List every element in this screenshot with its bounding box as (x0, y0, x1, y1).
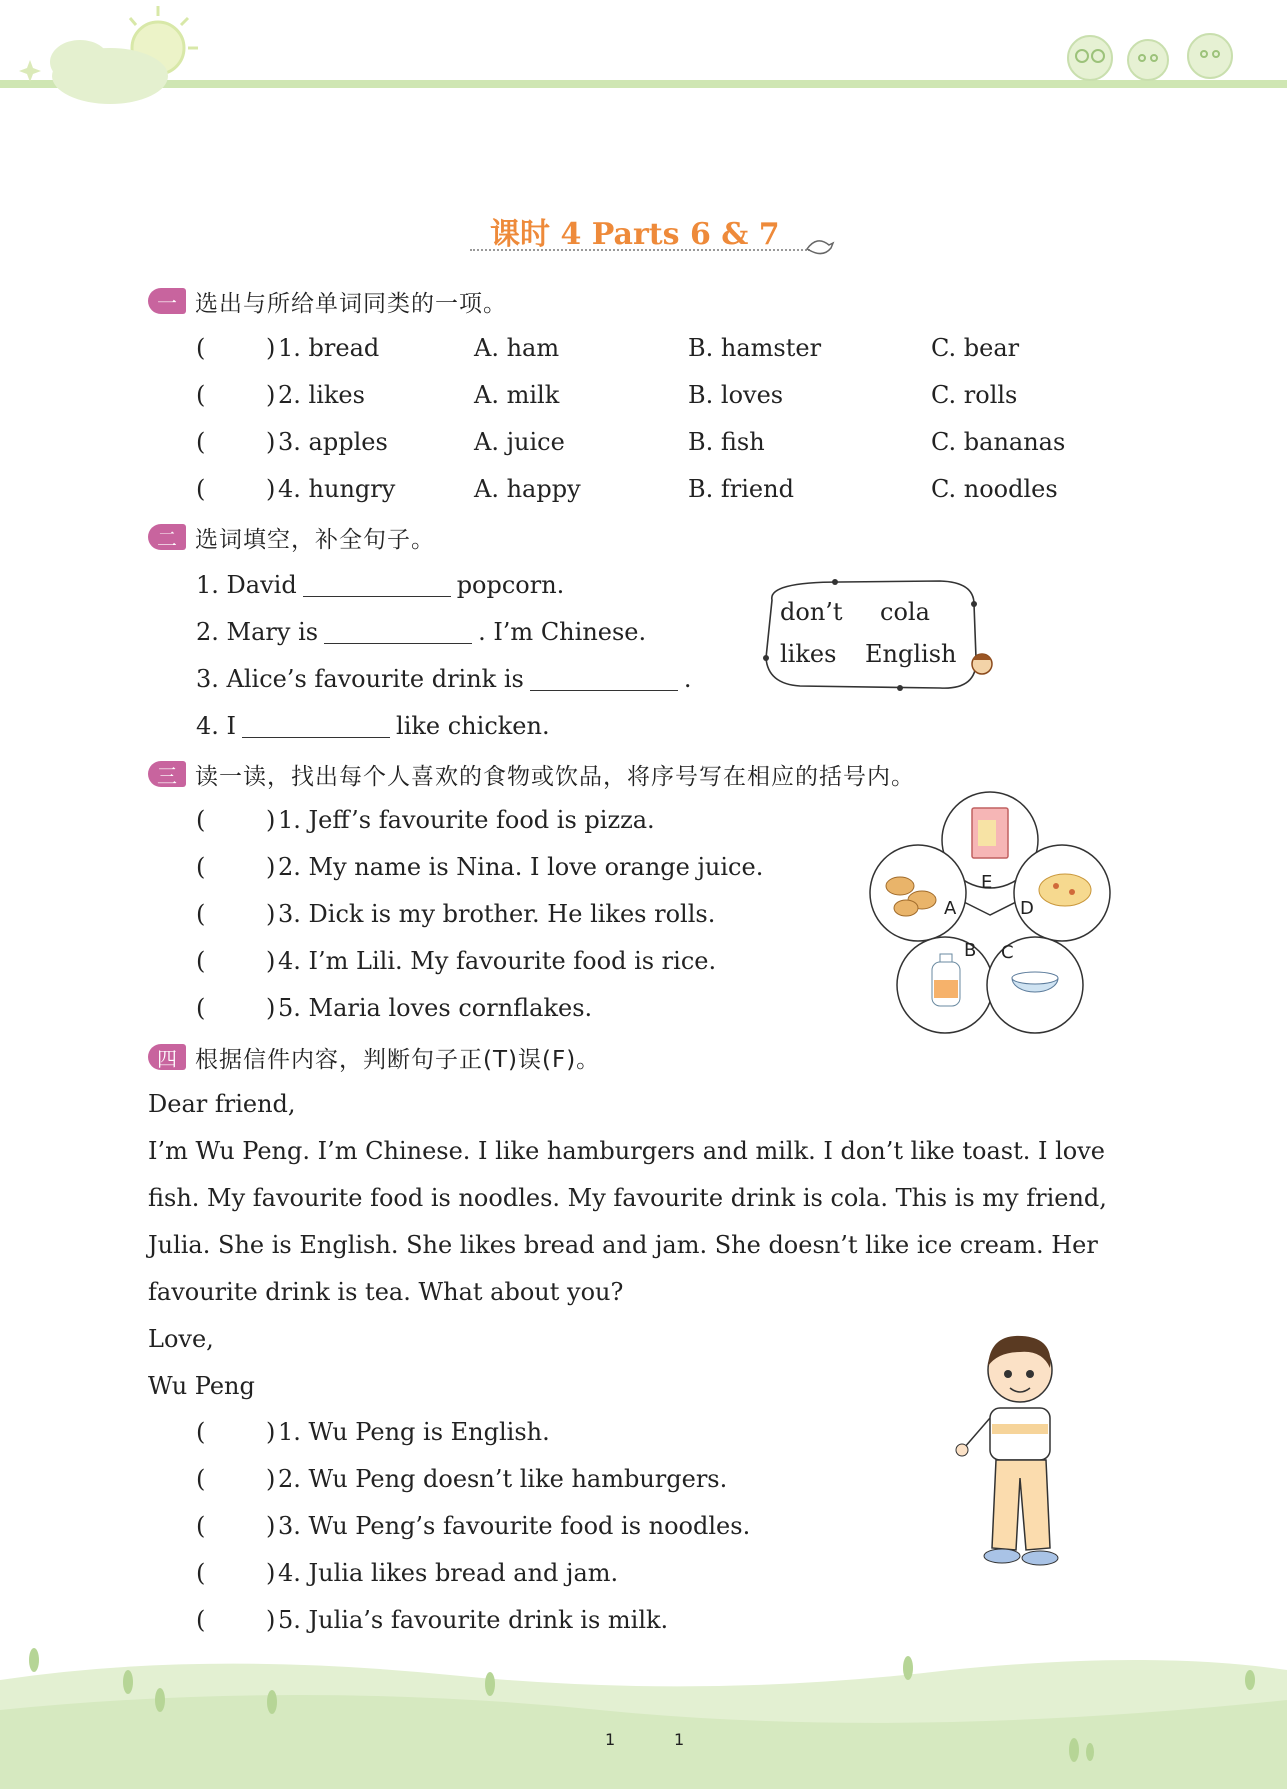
statement: 3. Dick is my brother. He likes rolls. (278, 900, 716, 928)
list-item (196, 1503, 816, 1550)
section-4-header (148, 1039, 600, 1075)
sun-cloud-decoration (0, 0, 220, 115)
answer-paren-close: ) (266, 1465, 276, 1493)
answer-paren-open[interactable]: ( (196, 381, 206, 409)
letter-body-line: I’m Wu Peng. I’m Chinese. I like hamburgers and milk. I don’t like toast. I love (148, 1137, 1105, 1165)
answer-paren-open[interactable]: ( (196, 853, 206, 881)
answer-paren-open[interactable]: ( (196, 1606, 206, 1634)
petal-label-b: B (964, 940, 977, 961)
option-c: C. noodles (931, 475, 1058, 503)
letter-greeting: Dear friend, (148, 1090, 296, 1118)
sentence-start: 3. Alice’s favourite drink is (196, 665, 524, 693)
answer-paren-close: ) (266, 994, 276, 1022)
petal-label-d: D (1020, 898, 1034, 919)
answer-paren-open[interactable]: ( (196, 475, 206, 503)
food-flower-diagram (860, 790, 1122, 1040)
section-heading: 根据信件内容，判断句子正(T)误(F)。 (195, 1046, 601, 1073)
bird-icon (805, 235, 835, 259)
answer-paren-close: ) (266, 334, 276, 362)
answer-blank[interactable] (530, 662, 678, 691)
statement: 1. Wu Peng is English. (278, 1418, 550, 1446)
section-1-header (148, 283, 507, 319)
section-badge: 三 (148, 761, 186, 787)
section-badge: 一 (148, 288, 186, 314)
flower-petals (860, 790, 1122, 1040)
option-b: B. fish (688, 428, 765, 456)
statement: 2. Wu Peng doesn’t like hamburgers. (278, 1465, 728, 1493)
animal-friends-decoration (1060, 20, 1260, 85)
section-heading: 读一读，找出每个人喜欢的食物或饮品，将序号写在相应的括号内。 (195, 763, 915, 790)
answer-paren-open[interactable]: ( (196, 428, 206, 456)
petal-label-e: E (981, 872, 993, 893)
section-2-items (196, 562, 756, 750)
answer-paren-close: ) (266, 806, 276, 834)
letter-body-line: Julia. She is English. She likes bread and jam. She doesn’t like ice cream. Her (148, 1231, 1098, 1259)
section-3-header (148, 756, 915, 792)
answer-paren-close: ) (266, 381, 276, 409)
statement: 5. Julia’s favourite drink is milk. (278, 1606, 669, 1634)
answer-paren-open[interactable]: ( (196, 1465, 206, 1493)
list-item (196, 797, 816, 844)
section-badge: 四 (148, 1044, 186, 1070)
answer-paren-open[interactable]: ( (196, 1559, 206, 1587)
answer-paren-open[interactable]: ( (196, 1512, 206, 1540)
option-b: B. friend (688, 475, 794, 503)
question-word: 2. likes (278, 381, 365, 409)
letter-signature: Wu Peng (148, 1372, 255, 1400)
boy-illustration (950, 1328, 1070, 1588)
option-a: A. milk (474, 381, 560, 409)
list-item (196, 325, 1096, 372)
sentence-end: . I’m Chinese. (478, 618, 647, 646)
answer-paren-close: ) (266, 1512, 276, 1540)
section-3-items (196, 797, 816, 1032)
list-item (196, 1409, 816, 1456)
answer-paren-open[interactable]: ( (196, 900, 206, 928)
statement: 5. Maria loves cornflakes. (278, 994, 593, 1022)
petal-label-c: C (1001, 942, 1014, 963)
question-word: 1. bread (278, 334, 380, 362)
section-1-items (196, 325, 1096, 513)
option-c: C. bear (931, 334, 1020, 362)
page-number: 1 (674, 1730, 685, 1749)
list-item (196, 466, 1096, 513)
list-item (196, 985, 816, 1032)
option-a: A. happy (474, 475, 581, 503)
word-bank (760, 578, 982, 690)
list-item (196, 938, 816, 985)
letter-body-line: fish. My favourite food is noodles. My favourite drink is cola. This is my friend, (148, 1184, 1107, 1212)
answer-paren-open[interactable]: ( (196, 947, 206, 975)
list-item (196, 1456, 816, 1503)
answer-blank[interactable] (303, 568, 451, 597)
list-item (196, 844, 816, 891)
answer-paren-close: ) (266, 475, 276, 503)
list-item (196, 419, 1096, 466)
answer-paren-close: ) (266, 1606, 276, 1634)
option-c: C. rolls (931, 381, 1018, 409)
answer-paren-close: ) (266, 900, 276, 928)
section-badge: 二 (148, 524, 186, 550)
option-c: C. bananas (931, 428, 1066, 456)
answer-paren-close: ) (266, 1418, 276, 1446)
section-heading: 选出与所给单词同类的一项。 (195, 290, 507, 317)
sentence-end: like chicken. (396, 712, 550, 740)
list-item (196, 891, 816, 938)
answer-paren-open[interactable]: ( (196, 806, 206, 834)
fill-sentence (196, 703, 756, 750)
sentence-start: 4. I (196, 712, 237, 740)
sentence-start: 1. David (196, 571, 297, 599)
page-number: 1 (605, 1730, 616, 1749)
word-option[interactable]: likes (780, 640, 837, 668)
sentence-start: 2. Mary is (196, 618, 319, 646)
list-item (196, 1597, 816, 1644)
answer-paren-close: ) (266, 428, 276, 456)
answer-paren-close: ) (266, 1559, 276, 1587)
lesson-title-block (470, 205, 830, 255)
statement: 1. Jeff’s favourite food is pizza. (278, 806, 655, 834)
section-4-items (196, 1409, 816, 1644)
option-a: A. juice (474, 428, 565, 456)
lesson-title: 课时 4 Parts 6 & 7 (490, 217, 780, 252)
letter-closing: Love, (148, 1325, 214, 1353)
option-b: B. loves (688, 381, 784, 409)
question-word: 4. hungry (278, 475, 396, 503)
statement: 4. Julia likes bread and jam. (278, 1559, 619, 1587)
fill-sentence (196, 562, 756, 609)
statement: 3. Wu Peng’s favourite food is noodles. (278, 1512, 751, 1540)
title-dotted-underline (470, 249, 810, 251)
fill-sentence (196, 656, 756, 703)
sentence-end: popcorn. (456, 571, 565, 599)
question-word: 3. apples (278, 428, 388, 456)
section-2-header (148, 519, 435, 555)
option-a: A. ham (474, 334, 560, 362)
answer-paren-open[interactable]: ( (196, 334, 206, 362)
option-b: B. hamster (688, 334, 822, 362)
answer-paren-open[interactable]: ( (196, 1418, 206, 1446)
petal-label-a: A (944, 898, 957, 919)
pizza-icon (1039, 874, 1091, 906)
section-heading: 选词填空，补全句子。 (195, 526, 435, 553)
word-option[interactable]: don’t (780, 598, 843, 626)
word-option[interactable]: English (865, 640, 957, 668)
statement: 2. My name is Nina. I love orange juice. (278, 853, 764, 881)
list-item (196, 372, 1096, 419)
word-option[interactable]: cola (880, 598, 930, 626)
answer-blank[interactable] (324, 615, 472, 644)
letter-body-line: favourite drink is tea. What about you? (148, 1278, 624, 1306)
answer-blank[interactable] (242, 709, 390, 738)
statement: 4. I’m Lili. My favourite food is rice. (278, 947, 717, 975)
answer-paren-close: ) (266, 947, 276, 975)
answer-paren-open[interactable]: ( (196, 994, 206, 1022)
fill-sentence (196, 609, 756, 656)
bottom-hills-decoration (0, 1640, 1287, 1789)
list-item (196, 1550, 816, 1597)
answer-paren-close: ) (266, 853, 276, 881)
sentence-end: . (683, 665, 692, 693)
